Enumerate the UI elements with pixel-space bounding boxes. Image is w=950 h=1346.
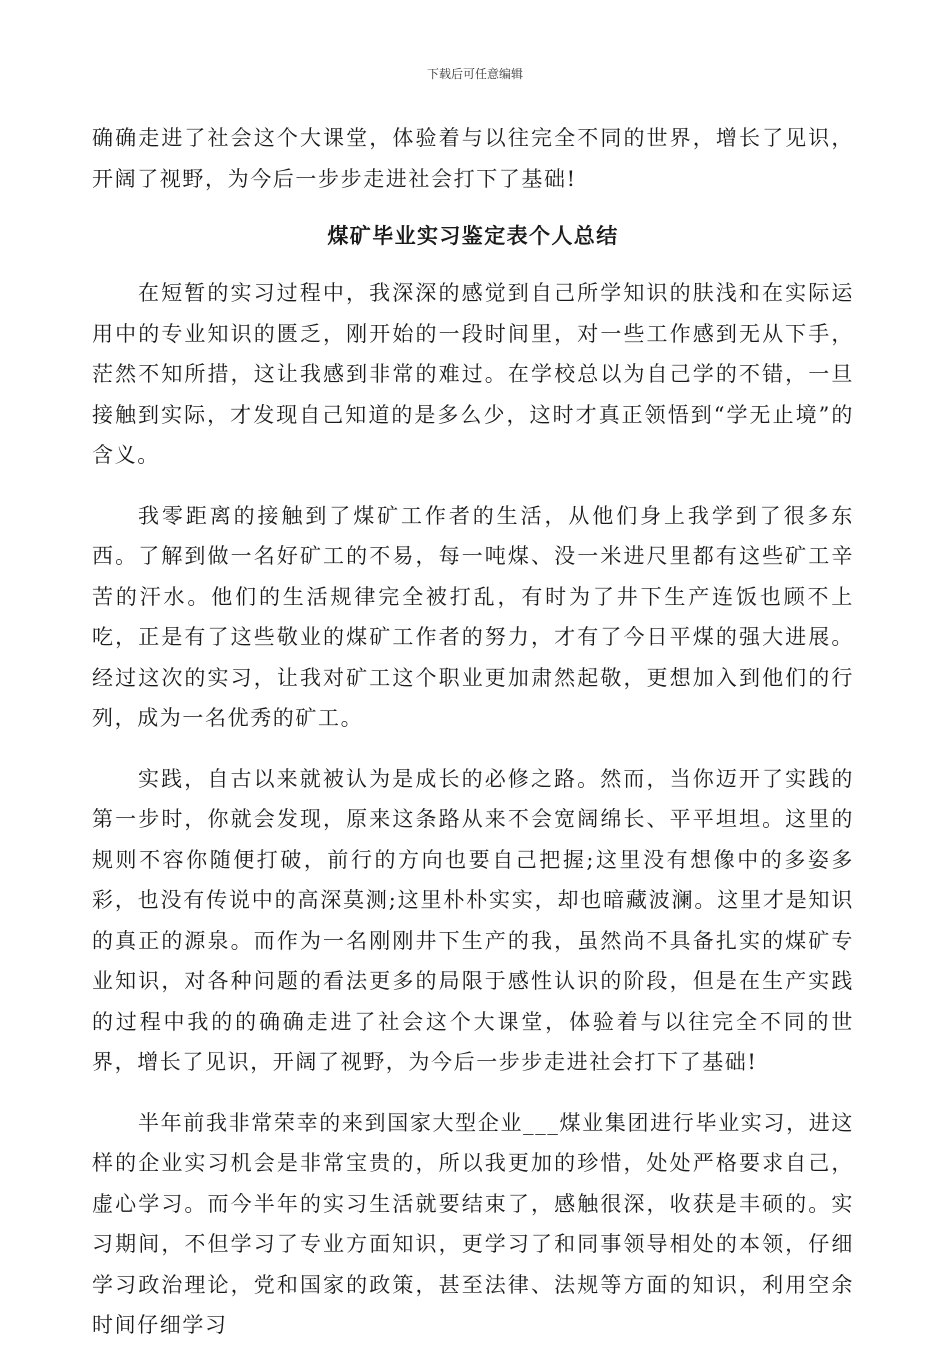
paragraph-3: 实践，自古以来就被认为是成长的必修之路。然而，当你迈开了实践的第一步时，你就会发现，原来这条路从来不会宽阔绵长、平平坦坦。这里的规则不容你随便打破，前行的方向也要自己把握;这里没有想像中的多姿多彩，也没有传说中的高深莫测;这里朴朴实实，却也暗藏波澜。这里才是知识的真正的源泉。而作为一名刚刚井下生产的我，虽然尚不具备扎实的煤矿专业知识，对各种问题的看法更多的局限于感性认识的阶段，但是在生产实践的过程中我的的确确走进了社会这个大课堂，体验着与以往完全不同的世界，增长了见识，开阔了视野，为今后一步步走进社会打下了基础! xyxy=(92,766,854,1074)
document-body xyxy=(92,118,854,1346)
paragraph-4: 半年前我非常荣幸的来到国家大型企业___煤业集团进行毕业实习，进这样的企业实习机会是非常宝贵的，所以我更加的珍惜，处处严格要求自己，虚心学习。而今半年的实习生活就要结束了，感触很深，收获是丰硕的。实习期间，不但学习了专业方面知识，更学习了和同事领导相处的本领，仔细学习政治理论，党和国家的政策，甚至法律、法规等方面的知识，利用空余时间仔细学习 xyxy=(92,1110,854,1337)
intro-paragraph: 确确走进了社会这个大课堂，体验着与以往完全不同的世界，增长了见识，开阔了视野，为今后一步步走进社会打下了基础! xyxy=(92,126,854,191)
page-header-note: 下载后可任意编辑 xyxy=(426,67,523,81)
document-title: 煤矿毕业实习鉴定表个人总结 xyxy=(327,223,619,248)
paragraph-2: 我零距离的接触到了煤矿工作者的生活，从他们身上我学到了很多东西。了解到做一名好矿工的不易，每一吨煤、没一米进尺里都有这些矿工辛苦的汗水。他们的生活规律完全被打乱，有时为了井下生产连饭也顾不上吃，正是有了这些敬业的煤矿工作者的努力，才有了今日平煤的强大进展。经过这次的实习，让我对矿工这个职业更加肃然起敬，更想加入到他们的行列，成为一名优秀的矿工。 xyxy=(92,503,854,730)
paragraph-1: 在短暂的实习过程中，我深深的感觉到自己所学知识的肤浅和在实际运用中的专业知识的匮乏，刚开始的一段时间里，对一些工作感到无从下手，茫然不知所措，这让我感到非常的难过。在学校总以为自己学的不错，一旦接触到实际，才发现自己知道的是多么少，这时才真正领悟到“学无止境”的含义。 xyxy=(92,281,854,467)
